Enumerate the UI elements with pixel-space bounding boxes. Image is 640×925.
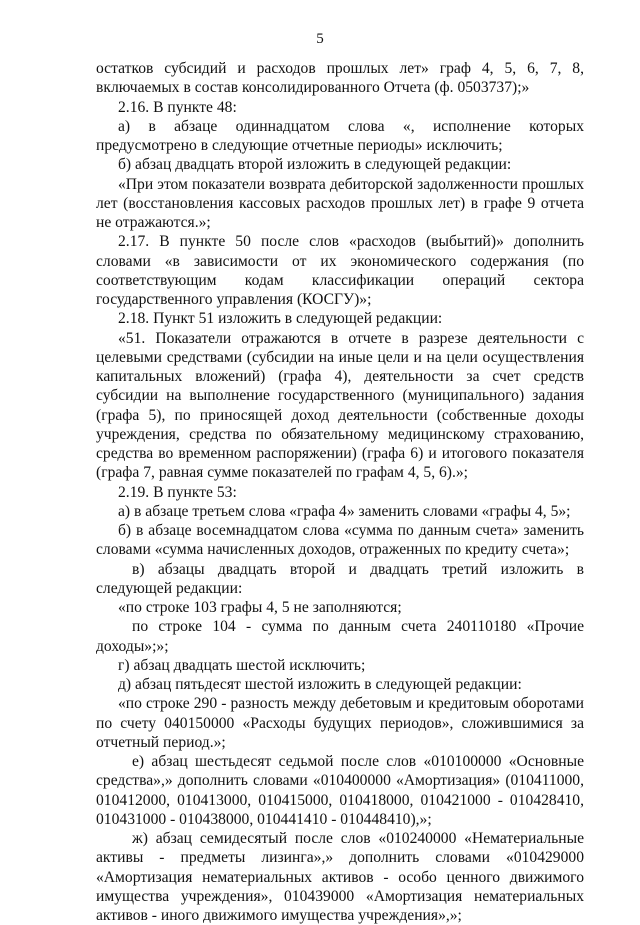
paragraph: а) в абзаце одиннадцатом слова «, исполнение которых предусмотрено в следующие отчетные периоды» исключить; [96,117,584,154]
paragraph: «по строке 103 графы 4, 5 не заполняются; [118,599,402,616]
paragraph: по строке 104 - сумма по данным счета 240110180 «Прочие доходы»;»; [96,618,584,655]
paragraph: д) абзац пятьдесят шестой изложить в следующей редакции: [118,676,522,693]
document-body [96,59,584,925]
paragraph: е) абзац шестьдесят седьмой после слов «010100000 «Основные средства»,» дополнить словами «010400000 «Амортизация» (010411000, 010412000, 010413000, 010415000, 010418000, 010421000 - 010428410, 010431000 - 010438000, 010441410 - 010448410),»; [96,753,584,828]
paragraph: 2.19. В пункте 53: [118,483,237,501]
paragraph: в) абзацы двадцать второй и двадцать третий изложить в следующей редакции: [96,560,584,597]
paragraph: «51. Показатели отражаются в отчете в разрезе деятельности с целевыми средствами (субсидии на иные цели и на цели осуществления капитальных вложений) (графа 4), деятельности за счет средств субсидии на выполнение государственного (муниципального) задания (графа 5), по приносящей доход деятельности (собственные доходы учреждения, средства по обязательному медицинскому страхованию, средства во временном распоряжении) (графа 6) и итогового показателя (графа 7, равная сумме показателей по графам 4, 5, 6).»; [96,329,584,482]
paragraph: ж) абзац семидесятый после слов «010240000 «Нематериальные активы - предметы лизинга»,» дополнить словами «010429000 «Амортизация нематериальных активов - особо ценного движимого имущества учреждения», 010439000 «Амортизация нематериальных активов - иного движимого имущества учреждения»,»; [96,830,584,924]
paragraph: «по строке 290 - разность между дебетовым и кредитовым оборотами по счету 040150000 «Расходы будущих периодов», сложившимися за отчетный период.»; [96,695,584,751]
paragraph: б) абзац двадцать второй изложить в следующей редакции: [118,156,512,174]
page-number: 5 [316,31,324,47]
paragraph: 2.17. В пункте 50 после слов «расходов (выбытий)» дополнить словами «в зависимости от их экономического содержания (по соответствующим кодам классификации операций сектора государственного управления (КОСГУ)»; [96,233,584,308]
paragraph: г) абзац двадцать шестой исключить; [118,656,366,674]
paragraph: б) в абзаце восемнадцатом слова «сумма по данным счета» заменить словами «сумма начисленных доходов, отраженных по кредиту счета»; [96,522,584,559]
paragraph: 2.16. В пункте 48: [118,98,237,116]
paragraph: 2.18. Пункт 51 изложить в следующей редакции: [118,310,443,328]
paragraph: «При этом показатели возврата дебиторской задолженности прошлых лет (восстановления кассовых расходов прошлых лет) в графе 9 отчета не отражаются.»; [96,175,584,231]
paragraph: а) в абзаце третьем слова «графа 4» заменить словами «графы 4, 5»; [118,502,571,520]
paragraph: остатков субсидий и расходов прошлых лет» граф 4, 5, 6, 7, 8, включаемых в состав консолидированного Отчета (ф. 0503737);» [96,60,584,97]
